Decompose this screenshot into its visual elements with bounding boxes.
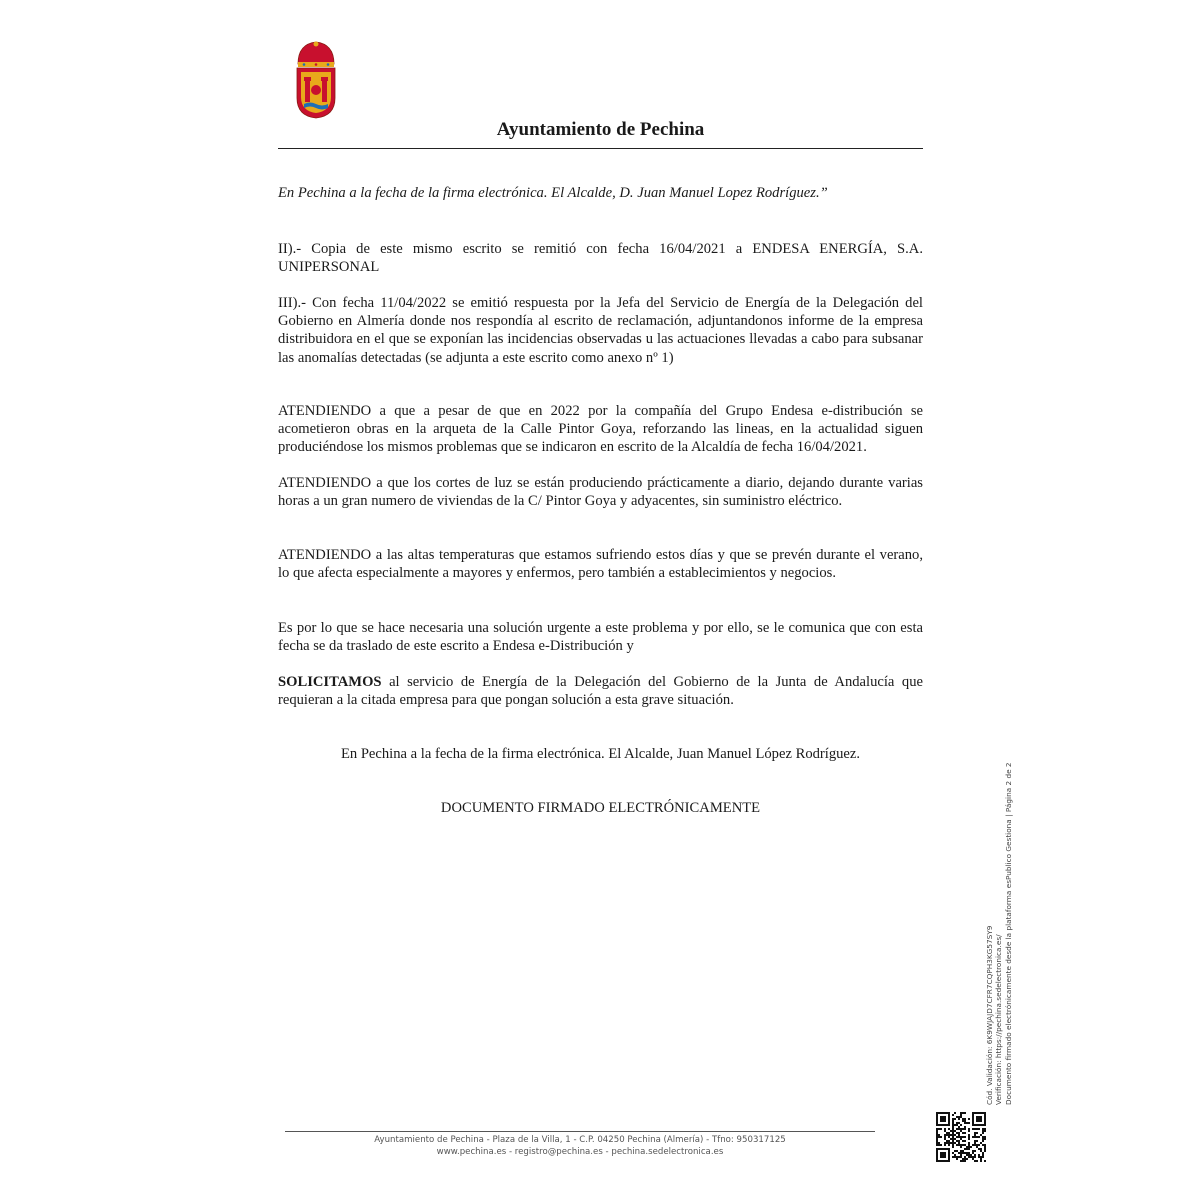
municipal-crest [292, 40, 340, 120]
footer-address: Ayuntamiento de Pechina - Plaza de la Villa, 1 - C.P. 04250 Pechina (Almería) - Tfno: 950317125 [374, 1135, 786, 1145]
atendiendo-paragraph-2: ATENDIENDO a que los cortes de luz se están produciendo prácticamente a diario, dejando durante varias horas a un gran numero de viviendas de la C/ Pintor Goya y adyacentes, sin suministro eléctrico. [278, 475, 923, 510]
verification-url[interactable]: Verificación: https://pechina.sedelectronica.es/ [994, 934, 1004, 1105]
page-title: Ayuntamiento de Pechina [496, 119, 705, 140]
verification-qr-code [936, 1112, 986, 1162]
platform-note: Documento firmado electrónicamente desde la plataforma esPublico Gestiona | Página 2 de 2 [1003, 762, 1013, 1105]
closing-signoff: En Pechina a la fecha de la firma electrónica. El Alcalde, Juan Manuel López Rodríguez. [340, 746, 861, 762]
conclusion-paragraph: Es por lo que se hace necesaria una solución urgente a este problema y por ello, se le comunica que con esta fecha se da traslado de este escrito a Endesa e-Distribución y [278, 620, 923, 655]
header-divider [278, 148, 923, 149]
request-paragraph [278, 673, 923, 709]
request-text: al servicio de Energía de la Delegación del Gobierno de la Junta de Andalucía que requieran a la citada empresa para que pongan solución a esta grave situación. [278, 674, 923, 709]
footer-divider [285, 1131, 875, 1132]
request-keyword: SOLICITAMOS [278, 674, 382, 690]
point-ii-paragraph: II).- Copia de este mismo escrito se remitió con fecha 16/04/2021 a ENDESA ENERGÍA, S.A. UNIPERSONAL [278, 241, 923, 276]
footer-contacts: www.pechina.es - registro@pechina.es - pechina.sedelectronica.es [436, 1147, 724, 1157]
validation-code: Cód. Validación: 6K9WJAJD7CFR7CQPH3KG57SY9 [985, 925, 994, 1105]
atendiendo-paragraph-3: ATENDIENDO a las altas temperaturas que estamos sufriendo estos días y que se prevén durante el verano, lo que afecta especialmente a mayores y enfermos, pero también a establecimientos y negocios. [278, 547, 923, 582]
atendiendo-paragraph-1: ATENDIENDO a que a pesar de que en 2022 por la compañía del Grupo Endesa e-distribución se acometieron obras en la arqueta de la Calle Pintor Goya, reforzando las lineas, en la actualidad siguen produciéndose los mismos problemas que se indicaron en escrito de la Alcaldía de fecha 16/04/2021. [278, 403, 923, 456]
intro-signoff: En Pechina a la fecha de la firma electrónica. El Alcalde, D. Juan Manuel Lopez Rodríguez.” [278, 185, 828, 201]
signed-notice: DOCUMENTO FIRMADO ELECTRÓNICAMENTE [440, 800, 761, 816]
verification-block [985, 745, 1013, 1105]
point-iii-paragraph: III).- Con fecha 11/04/2022 se emitió respuesta por la Jefa del Servicio de Energía de la Delegación del Gobierno en Almería donde nos respondía al escrito de reclamación, adjuntandonos informe de la empresa distribuidora en el que se exponían las incidencias observadas u las actuaciones llevadas a cabo para subsanar las anomalías detectadas (se adjunta a este escrito como anexo nº 1) [278, 295, 923, 366]
